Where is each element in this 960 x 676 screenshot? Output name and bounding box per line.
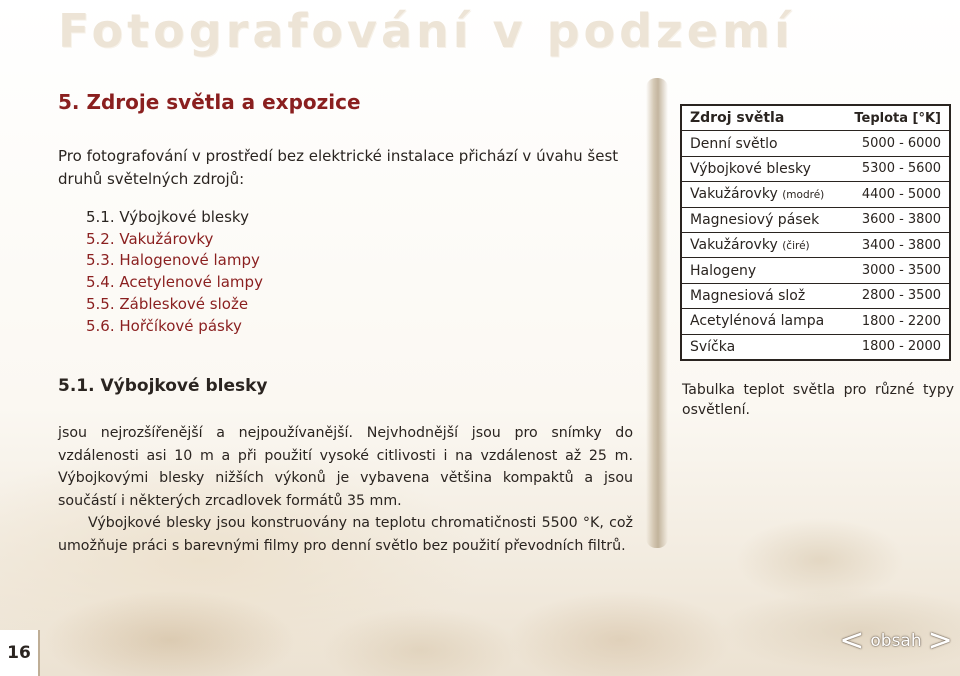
table-header-row bbox=[681, 105, 950, 131]
table-cell-source bbox=[681, 283, 841, 308]
table-cell-temperature: 3600 - 3800 bbox=[841, 207, 950, 232]
table-cell-temperature: 4400 - 5000 bbox=[841, 182, 950, 207]
body-paragraph-1: jsou nejrozšířenější a nejpoužívanější. Nejvhodnější jsou pro snímky do vzdálenosti asi 10 m a při použití vysoké citlivosti i na vzdálenost až 25 m. Výbojkovými blesky nižších výkonů je vybavena většina kompaktů a jsou součástí i některých zrcadlovek formátů 35 mm. bbox=[58, 425, 633, 509]
table-cell-temperature: 5300 - 5600 bbox=[841, 156, 950, 181]
subsection-title: 5.1. Výbojkové blesky bbox=[58, 376, 268, 396]
table-row bbox=[681, 258, 950, 283]
source-name: Vakužárovky bbox=[690, 186, 778, 203]
table-cell-source bbox=[681, 131, 841, 156]
table-cell-temperature: 1800 - 2000 bbox=[841, 334, 950, 360]
section-heading: 5. Zdroje světla a expozice bbox=[58, 90, 361, 114]
body-paragraph-2: Výbojkové blesky jsou konstruovány na teplotu chromatičnosti 5500 °K, což umožňuje práci s barevnými filmy pro denní světlo bez použití převodních filtrů. bbox=[58, 515, 633, 554]
table-cell-source bbox=[681, 232, 841, 257]
column-divider bbox=[646, 78, 668, 548]
table-row bbox=[681, 232, 950, 257]
source-name: Svíčka bbox=[690, 338, 736, 355]
subsection-body bbox=[58, 422, 633, 558]
table-cell-source bbox=[681, 309, 841, 334]
source-name: Acetylénová lampa bbox=[690, 313, 825, 330]
table-header-temperature: Teplota [°K] bbox=[841, 105, 950, 131]
table-cell-source bbox=[681, 334, 841, 360]
table-cell-temperature: 2800 - 3500 bbox=[841, 283, 950, 308]
table-cell-source bbox=[681, 258, 841, 283]
source-name: Denní světlo bbox=[690, 135, 778, 152]
table-cell-temperature: 1800 - 2200 bbox=[841, 309, 950, 334]
table-row bbox=[681, 283, 950, 308]
source-name: Magnesiová slož bbox=[690, 287, 806, 304]
source-name: Výbojkové blesky bbox=[690, 160, 811, 177]
intro-paragraph: Pro fotografování v prostředí bez elektrické instalace přichází v úvahu šest druhů světelných zdrojů: bbox=[58, 147, 619, 188]
table-row bbox=[681, 207, 950, 232]
table-caption: Tabulka teplot světla pro různé typy osvětlení. bbox=[682, 382, 954, 418]
subsection-list bbox=[86, 207, 263, 337]
table-row bbox=[681, 156, 950, 181]
subsection-link-2[interactable]: 5.2. Vakužárovky bbox=[86, 229, 214, 248]
subsection-link-4[interactable]: 5.4. Acetylenové lampy bbox=[86, 273, 263, 292]
table-cell-source bbox=[681, 156, 841, 181]
table-cell-source bbox=[681, 182, 841, 207]
contents-nav-label: obsah bbox=[870, 631, 922, 651]
source-name: Vakužárovky bbox=[690, 237, 778, 254]
section-heading-wrap bbox=[58, 90, 636, 114]
table-cell-source bbox=[681, 207, 841, 232]
source-note: (modré) bbox=[782, 189, 825, 202]
subsection-link-1: 5.1. Výbojkové blesky bbox=[86, 208, 249, 226]
subsection-link-5[interactable]: 5.5. Zábleskové slože bbox=[86, 294, 249, 313]
light-temperature-table bbox=[680, 104, 951, 361]
table-row bbox=[681, 334, 950, 360]
subsection-link-3[interactable]: 5.3. Halogenové lampy bbox=[86, 251, 260, 270]
chevron-left-icon: < bbox=[839, 623, 865, 658]
table-cell-temperature: 5000 - 6000 bbox=[841, 131, 950, 156]
table-header-source: Zdroj světla bbox=[681, 105, 841, 131]
chevron-right-icon: > bbox=[927, 623, 953, 658]
source-note: (čiré) bbox=[782, 240, 810, 253]
table-cell-temperature: 3000 - 3500 bbox=[841, 258, 950, 283]
page-banner-title: Fotografování v podzemí bbox=[58, 4, 794, 58]
contents-nav-button[interactable] bbox=[839, 623, 953, 658]
subsection-link-6[interactable]: 5.6. Hořčíkové pásky bbox=[86, 316, 242, 335]
source-name: Magnesiový pásek bbox=[690, 211, 820, 228]
table-row bbox=[681, 131, 950, 156]
table-cell-temperature: 3400 - 3800 bbox=[841, 232, 950, 257]
source-name: Halogeny bbox=[690, 262, 757, 279]
page-number: 16 bbox=[0, 630, 40, 676]
table-row bbox=[681, 309, 950, 334]
table-row bbox=[681, 182, 950, 207]
